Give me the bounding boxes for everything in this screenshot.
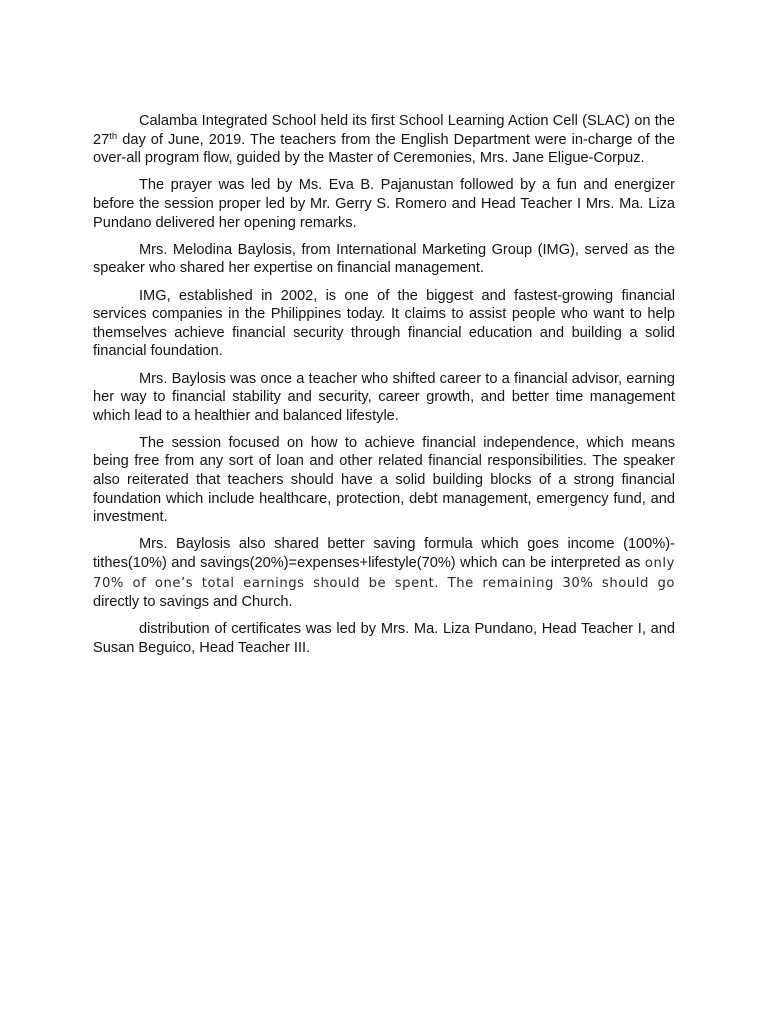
paragraph-certificates <box>93 620 675 657</box>
text-run: Mrs. Melodina Baylosis, from International Marketing Group (IMG), served as the speaker who shared her expertise on financial management. <box>93 241 675 277</box>
text-run-alt-font: only 70% of one’s total earnings should be spent. The remaining 30% should go <box>93 556 675 591</box>
paragraph-img-company <box>93 287 675 361</box>
text-run: distribution of certificates was led by Mrs. Ma. Liza Pundano, Head Teacher I, and Susan Beguico, Head Teacher III. <box>93 621 675 656</box>
text-run: Mrs. Baylosis was once a teacher who shifted career to a financial advisor, earning her way to financial stability and security, career growth, and better time management which lead to a healthier and balanced lifestyle. <box>93 370 675 424</box>
text-run: directly to savings and Church. <box>93 594 293 611</box>
text-run: The session focused on how to achieve financial independence, which means being free from any sort of loan and other related financial responsibilities. The speaker also reiterated that teachers should have a solid building blocks of a strong financial foundation which include healthcare, protection, debt management, emergency fund, and investment. <box>93 434 675 526</box>
text-run: Mrs. Baylosis also shared better saving formula which goes income (100%)-tithes(10%) and savings(20%)=expenses+lifestyle(70%) which can be interpreted as <box>93 536 675 572</box>
paragraph-session-focus <box>93 434 675 527</box>
text-run: IMG, established in 2002, is one of the biggest and fastest-growing financial services companies in the Philippines today. It claims to assist people who want to help themselves achieve financial security through financial education and building a solid financial foundation. <box>93 287 675 360</box>
superscript-ordinal: th <box>109 130 118 142</box>
text-run: Calamba Integrated School held its first School Learning Action Cell (SLAC) on the 27 <box>93 113 675 148</box>
paragraph-saving-formula <box>93 535 675 611</box>
text-run: The prayer was led by Ms. Eva B. Pajanustan followed by a fun and energizer before the session proper led by Mr. Gerry S. Romero and Head Teacher I Mrs. Ma. Liza Pundano delivered her opening remarks. <box>93 177 675 231</box>
paragraph-prayer <box>93 176 675 232</box>
paragraph-slac-intro <box>93 112 675 168</box>
document-body <box>93 112 675 666</box>
text-run: day of June, 2019. The teachers from the English Department were in-charge of the over-all program flow, guided by the Master of Ceremonies, Mrs. Jane Eligue-Corpuz. <box>93 131 675 167</box>
paragraph-speaker <box>93 241 675 278</box>
paragraph-speaker-background <box>93 370 675 426</box>
